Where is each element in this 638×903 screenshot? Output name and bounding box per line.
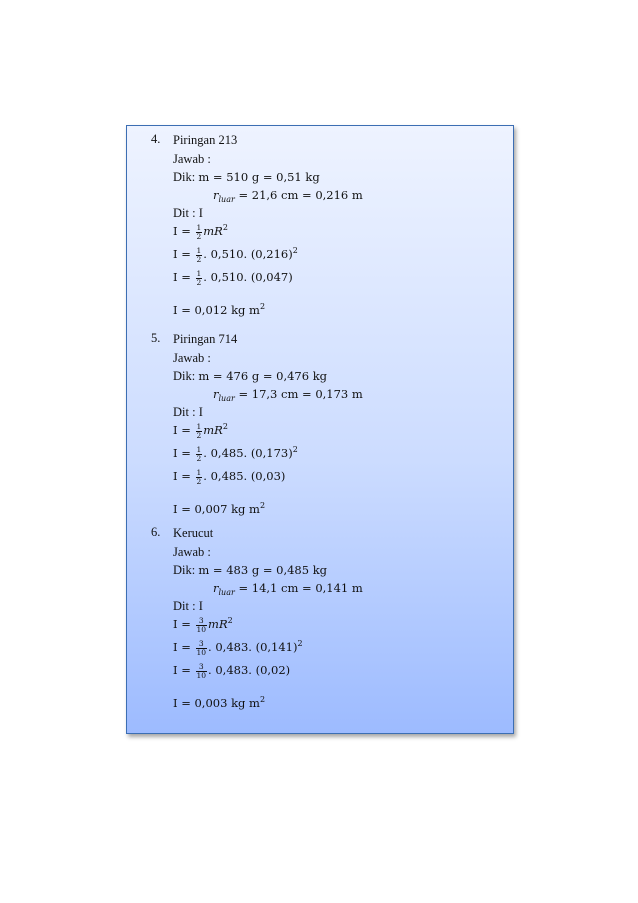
substitution-line: I = $\frac{1}{2}$ . 0,510. $(0,216)^2$ <box>173 245 298 264</box>
given-mass: Dik: m = 483 g = 0,485 kg <box>173 563 328 577</box>
jawab-label: Jawab : <box>173 545 211 559</box>
asked-label: Dit : I <box>173 599 203 613</box>
item-title: Kerucut <box>173 526 214 540</box>
item-number: 6. <box>151 525 161 539</box>
jawab-label: Jawab : <box>173 152 211 166</box>
item-title: Piringan 714 <box>173 332 238 346</box>
simplified-line: I = $\frac{3}{10}$ . 0,483. (0,02) <box>173 661 291 680</box>
item-number: 5. <box>151 331 161 345</box>
item-title: Piringan 213 <box>173 133 238 147</box>
fraction: $\frac{3}{10}$ <box>196 615 207 634</box>
result-line: I = 0,007 kg $m^2$ <box>173 501 266 516</box>
result-line: I = 0,003 kg $m^2$ <box>173 695 266 710</box>
simplified-line: I = $\frac{1}{2}$ . 0,510. (0,047) <box>173 268 293 287</box>
jawab-label: Jawab : <box>173 351 211 365</box>
result-line: I = 0,012 kg $m^2$ <box>173 302 266 317</box>
given-mass: Dik: m = 476 g = 0,476 kg <box>173 369 328 383</box>
asked-label: Dit : I <box>173 206 203 220</box>
fraction: $\frac{1}{2}$ <box>196 222 202 241</box>
given-mass: Dik: m = 510 g = 0,51 kg <box>173 170 320 184</box>
substitution-line: I = $\frac{1}{2}$ . 0,485. $(0,173)^2$ <box>173 444 298 463</box>
given-radius: $r_{luar} = 21,6$ cm = 0,216 m <box>213 188 363 204</box>
item-number: 4. <box>151 132 161 146</box>
simplified-line: I = $\frac{1}{2}$ . 0,485. (0,03) <box>173 467 286 486</box>
formula-line: I = $\frac{1}{2}$ $mR^2$ <box>173 421 228 440</box>
formula-line: I = $\frac{1}{2}$ $mR^2$ <box>173 222 228 241</box>
given-radius: $r_{luar} = 14,1$ cm = 0,141 m <box>213 581 363 597</box>
asked-label: Dit : I <box>173 405 203 419</box>
answer-panel <box>126 125 514 734</box>
given-radius: $r_{luar} = 17,3$ cm = 0,173 m <box>213 387 363 403</box>
formula-line: I = $\frac{3}{10}$ $mR^2$ <box>173 615 233 634</box>
substitution-line: I = $\frac{3}{10}$ . 0,483. $(0,141)^2$ <box>173 638 303 657</box>
fraction: $\frac{1}{2}$ <box>196 421 202 440</box>
